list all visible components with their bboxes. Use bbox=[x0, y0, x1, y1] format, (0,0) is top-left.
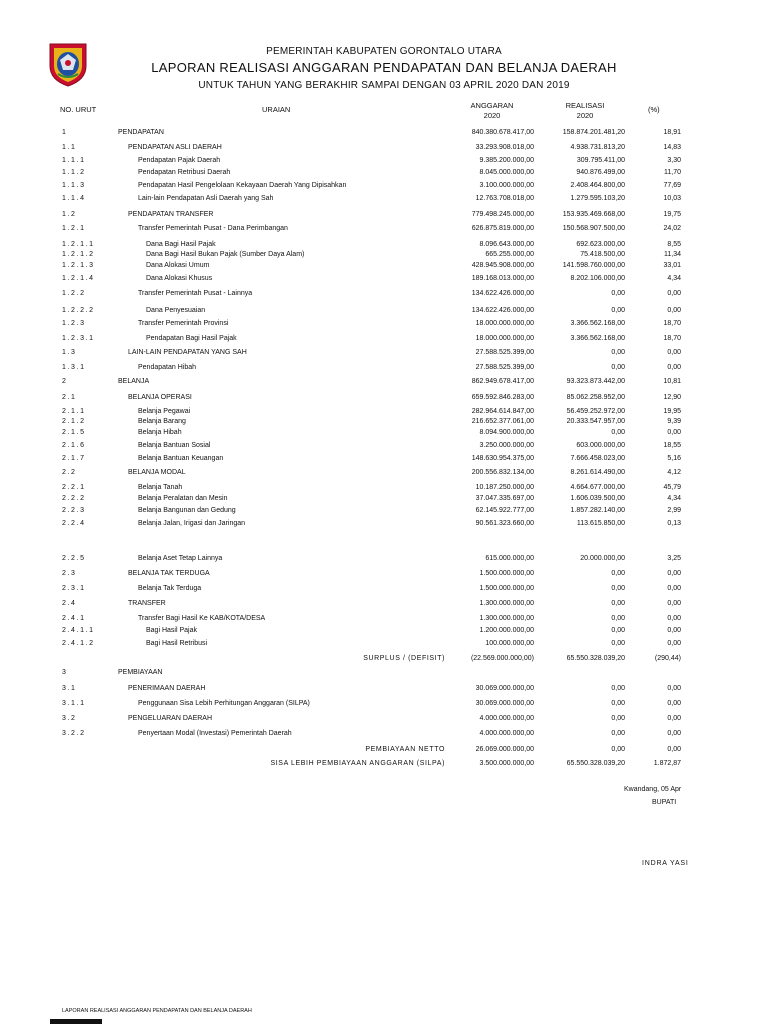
row-percent: 0,00 bbox=[667, 429, 681, 436]
row-realisasi: 7.666.458.023,00 bbox=[570, 455, 625, 462]
row-description: Pendapatan Retribusi Daerah bbox=[138, 169, 231, 176]
row-description: Pendapatan Bagi Hasil Pajak bbox=[146, 335, 237, 342]
row-description: PENDAPATAN bbox=[118, 129, 164, 136]
table-row bbox=[0, 377, 768, 387]
row-anggaran: 33.293.908.018,00 bbox=[475, 144, 534, 151]
row-percent: 1.872,87 bbox=[653, 760, 681, 767]
row-number: 3 bbox=[62, 669, 68, 676]
row-description: Belanja Tanah bbox=[138, 484, 183, 491]
row-percent: 0,00 bbox=[667, 585, 681, 592]
row-realisasi: 1.606.039.500,00 bbox=[570, 495, 625, 502]
row-anggaran: 134.622.426.000,00 bbox=[471, 307, 534, 314]
row-percent: 0,00 bbox=[667, 615, 681, 622]
row-description: Belanja Bangunan dan Gedung bbox=[138, 507, 236, 514]
table-row bbox=[0, 334, 768, 344]
row-description: BELANJA TAK TERDUGA bbox=[128, 570, 210, 577]
row-anggaran: (22.569.000.000,00) bbox=[470, 655, 534, 662]
row-anggaran: 12.763.708.018,00 bbox=[475, 195, 534, 202]
row-description: PEMBIAYAAN NETTO bbox=[365, 746, 445, 753]
row-description: Bagi Hasil Retribusi bbox=[146, 640, 208, 647]
row-description: Bagi Hasil Pajak bbox=[146, 627, 197, 634]
row-realisasi: 1.279.595.103,20 bbox=[570, 195, 625, 202]
row-number: 1.2.2.2 bbox=[62, 307, 95, 314]
row-anggaran: 30.069.000.000,00 bbox=[475, 685, 534, 692]
column-header-anggaran-year: 2020 bbox=[483, 111, 501, 120]
row-description: Dana Alokasi Khusus bbox=[146, 275, 213, 282]
row-percent: 0,13 bbox=[667, 520, 681, 527]
row-anggaran: 1.200.000.000,00 bbox=[479, 627, 534, 634]
table-row bbox=[0, 483, 768, 493]
row-anggaran: 30.069.000.000,00 bbox=[475, 700, 534, 707]
table-row bbox=[0, 714, 768, 724]
row-description: BELANJA MODAL bbox=[128, 469, 186, 476]
row-number: 3.2.2 bbox=[62, 730, 86, 737]
row-percent: 9,39 bbox=[667, 418, 681, 425]
row-realisasi: 0,00 bbox=[611, 615, 625, 622]
table-row bbox=[0, 348, 768, 358]
row-anggaran: 200.556.832.134,00 bbox=[471, 469, 534, 476]
row-realisasi: 0,00 bbox=[611, 364, 625, 371]
row-percent: 0,00 bbox=[667, 570, 681, 577]
row-description: Pendapatan Hasil Pengelolaan Kekayaan Daerah Yang Dipisahkan bbox=[138, 182, 347, 189]
row-number: 1.2.1.2 bbox=[62, 251, 95, 258]
row-anggaran: 9.385.200.000,00 bbox=[479, 157, 534, 164]
row-anggaran: 10.187.250.000,00 bbox=[475, 484, 534, 491]
table-row bbox=[0, 699, 768, 709]
row-anggaran: 216.652.377.061,00 bbox=[471, 418, 534, 425]
row-percent: 12,90 bbox=[663, 394, 681, 401]
row-number: 2.1 bbox=[62, 394, 77, 401]
table-row bbox=[0, 274, 768, 284]
row-description: Belanja Aset Tetap Lainnya bbox=[138, 555, 223, 562]
row-anggaran: 134.622.426.000,00 bbox=[471, 290, 534, 297]
row-percent: 0,00 bbox=[667, 364, 681, 371]
row-number: 3.1.1 bbox=[62, 700, 86, 707]
table-row bbox=[0, 668, 768, 678]
row-percent: 4,34 bbox=[667, 275, 681, 282]
row-number: 1.1.3 bbox=[62, 182, 86, 189]
row-realisasi: 940.876.499,00 bbox=[576, 169, 625, 176]
row-realisasi: 0,00 bbox=[611, 715, 625, 722]
row-anggaran: 428.945.908.000,00 bbox=[471, 262, 534, 269]
row-number: 2.2.5 bbox=[62, 555, 86, 562]
row-number: 1.1.4 bbox=[62, 195, 86, 202]
row-number: 1.2.3 bbox=[62, 320, 86, 327]
table-row bbox=[0, 128, 768, 138]
row-anggaran: 18.000.000.000,00 bbox=[475, 320, 534, 327]
row-description: Belanja Jalan, Irigasi dan Jaringan bbox=[138, 520, 246, 527]
row-description: Transfer Bagi Hasil Ke KAB/KOTA/DESA bbox=[138, 615, 266, 622]
row-anggaran: 90.561.323.660,00 bbox=[475, 520, 534, 527]
row-realisasi: 0,00 bbox=[611, 429, 625, 436]
row-anggaran: 1.500.000.000,00 bbox=[479, 570, 534, 577]
row-description: PEMBIAYAAN bbox=[118, 669, 163, 676]
row-realisasi: 153.935.469.668,00 bbox=[562, 211, 625, 218]
table-row bbox=[0, 626, 768, 636]
row-anggaran: 62.145.922.777,00 bbox=[475, 507, 534, 514]
row-anggaran: 665.255.000,00 bbox=[485, 251, 534, 258]
row-number: 2 bbox=[62, 378, 68, 385]
signature-name: INDRA YASI bbox=[642, 860, 689, 867]
row-anggaran: 4.000.000.000,00 bbox=[479, 730, 534, 737]
row-description: Belanja Pegawai bbox=[138, 408, 191, 415]
table-row bbox=[0, 428, 768, 438]
row-description: Belanja Tak Terduga bbox=[138, 585, 202, 592]
row-percent: 0,00 bbox=[667, 290, 681, 297]
row-number: 2.4.1.1 bbox=[62, 627, 95, 634]
row-description: Dana Bagi Hasil Pajak bbox=[146, 241, 216, 248]
row-realisasi: 20.000.000,00 bbox=[580, 555, 625, 562]
column-header-uraian: URAIAN bbox=[262, 105, 291, 114]
row-number: 1.3 bbox=[62, 349, 77, 356]
row-description: Transfer Pemerintah Pusat - Dana Perimbangan bbox=[138, 225, 288, 232]
row-number: 1.1 bbox=[62, 144, 77, 151]
table-row bbox=[0, 745, 768, 755]
table-row bbox=[0, 224, 768, 234]
row-anggaran: 37.047.335.697,00 bbox=[475, 495, 534, 502]
row-anggaran: 27.588.525.399,00 bbox=[475, 349, 534, 356]
row-realisasi: 0,00 bbox=[611, 570, 625, 577]
row-number: 1.2.1.1 bbox=[62, 241, 95, 248]
row-description: PENDAPATAN ASLI DAERAH bbox=[128, 144, 222, 151]
row-description: Dana Penyesuaian bbox=[146, 307, 206, 314]
row-description: PENERIMAAN DAERAH bbox=[128, 685, 206, 692]
row-number: 1.1.1 bbox=[62, 157, 86, 164]
row-realisasi: 65.550.328.039,20 bbox=[566, 655, 625, 662]
row-description: Belanja Bantuan Keuangan bbox=[138, 455, 224, 462]
table-row bbox=[0, 729, 768, 739]
row-number: 1.2.3.1 bbox=[62, 335, 95, 342]
row-description: Dana Alokasi Umum bbox=[146, 262, 210, 269]
row-realisasi: 3.366.562.168,00 bbox=[570, 320, 625, 327]
row-percent: 0,00 bbox=[667, 640, 681, 647]
row-anggaran: 3.100.000.000,00 bbox=[479, 182, 534, 189]
row-anggaran: 18.000.000.000,00 bbox=[475, 335, 534, 342]
row-percent: 0,00 bbox=[667, 307, 681, 314]
row-percent: 18,55 bbox=[663, 442, 681, 449]
row-percent: 0,00 bbox=[667, 715, 681, 722]
signature-title: BUPATI bbox=[652, 799, 677, 806]
table-row bbox=[0, 506, 768, 516]
row-percent: 19,95 bbox=[663, 408, 681, 415]
column-header-anggaran: ANGGARAN bbox=[470, 101, 514, 110]
row-realisasi: 158.874.201.481,20 bbox=[562, 129, 625, 136]
row-anggaran: 189.168.013.000,00 bbox=[471, 275, 534, 282]
row-anggaran: 148.630.954.375,00 bbox=[471, 455, 534, 462]
signature-place-date: Kwandang, 05 Apr bbox=[624, 786, 682, 793]
table-row bbox=[0, 654, 768, 664]
row-realisasi: 0,00 bbox=[611, 627, 625, 634]
row-number: 2.3.1 bbox=[62, 585, 86, 592]
row-percent: 0,00 bbox=[667, 627, 681, 634]
row-percent: 0,00 bbox=[667, 746, 681, 753]
table-row bbox=[0, 454, 768, 464]
table-row bbox=[0, 240, 768, 250]
row-realisasi: 113.615.850,00 bbox=[576, 520, 625, 527]
row-percent: 3,25 bbox=[667, 555, 681, 562]
row-anggaran: 615.000.000,00 bbox=[485, 555, 534, 562]
row-description: Pendapatan Hibah bbox=[138, 364, 196, 371]
row-realisasi: 692.623.000,00 bbox=[576, 241, 625, 248]
row-anggaran: 8.094.900.000,00 bbox=[479, 429, 534, 436]
row-realisasi: 0,00 bbox=[611, 746, 625, 753]
row-percent: 33,01 bbox=[663, 262, 681, 269]
table-row bbox=[0, 319, 768, 329]
row-description: LAIN-LAIN PENDAPATAN YANG SAH bbox=[128, 349, 247, 356]
row-anggaran: 3.500.000.000,00 bbox=[479, 760, 534, 767]
table-row bbox=[0, 639, 768, 649]
row-percent: 0,00 bbox=[667, 700, 681, 707]
row-number: 1.2 bbox=[62, 211, 77, 218]
report-title: LAPORAN REALISASI ANGGARAN PENDAPATAN DAN BELANJA DAERAH bbox=[151, 60, 617, 75]
row-anggaran: 100.000.000,00 bbox=[485, 640, 534, 647]
table-row bbox=[0, 250, 768, 260]
row-number: 2.2.2 bbox=[62, 495, 86, 502]
table-row bbox=[0, 194, 768, 204]
report-period: UNTUK TAHUN YANG BERAKHIR SAMPAI DENGAN 03 APRIL 2020 DAN 2019 bbox=[198, 80, 570, 91]
row-description: BELANJA bbox=[118, 378, 150, 385]
row-percent: 4,34 bbox=[667, 495, 681, 502]
table-row bbox=[0, 363, 768, 373]
table-row bbox=[0, 156, 768, 166]
table-row bbox=[0, 684, 768, 694]
row-realisasi: 0,00 bbox=[611, 585, 625, 592]
row-description: Belanja Bantuan Sosial bbox=[138, 442, 211, 449]
row-realisasi: 0,00 bbox=[611, 600, 625, 607]
row-description: Lain-lain Pendapatan Asli Daerah yang Sah bbox=[138, 195, 274, 202]
row-realisasi: 141.598.760.000,00 bbox=[562, 262, 625, 269]
table-row bbox=[0, 407, 768, 417]
row-number: 2.2 bbox=[62, 469, 77, 476]
row-number: 2.4.1 bbox=[62, 615, 86, 622]
row-percent: 18,70 bbox=[663, 335, 681, 342]
row-percent: 18,70 bbox=[663, 320, 681, 327]
row-percent: 11,70 bbox=[664, 169, 681, 176]
table-row bbox=[0, 599, 768, 609]
table-row bbox=[0, 494, 768, 504]
row-number: 1.3.1 bbox=[62, 364, 86, 371]
row-number: 2.1.1 bbox=[62, 408, 86, 415]
row-realisasi: 4.938.731.813,20 bbox=[570, 144, 625, 151]
row-number: 2.1.5 bbox=[62, 429, 86, 436]
row-description: Pendapatan Pajak Daerah bbox=[138, 157, 221, 164]
row-percent: 0,00 bbox=[667, 730, 681, 737]
column-header-percent: (%) bbox=[648, 105, 660, 114]
row-number: 1.2.2 bbox=[62, 290, 86, 297]
table-row bbox=[0, 569, 768, 579]
row-realisasi: 3.366.562.168,00 bbox=[570, 335, 625, 342]
row-realisasi: 0,00 bbox=[611, 349, 625, 356]
table-row bbox=[0, 289, 768, 299]
table-row bbox=[0, 584, 768, 594]
column-header-realisasi: REALISASI bbox=[565, 101, 605, 110]
page-footer-text: LAPORAN REALISASI ANGGARAN PENDAPATAN DAN BELANJA DAERAH bbox=[62, 1008, 252, 1014]
row-realisasi: 75.418.500,00 bbox=[580, 251, 625, 258]
row-percent: 14,83 bbox=[663, 144, 681, 151]
row-realisasi: 4.664.677.000,00 bbox=[570, 484, 625, 491]
table-row bbox=[0, 441, 768, 451]
row-description: Penyertaan Modal (Investasi) Pemerintah Daerah bbox=[138, 730, 292, 737]
row-realisasi: 603.000.000,00 bbox=[576, 442, 625, 449]
row-number: 2.1.7 bbox=[62, 455, 86, 462]
row-description: BELANJA OPERASI bbox=[128, 394, 192, 401]
table-row bbox=[0, 614, 768, 624]
row-number: 2.2.4 bbox=[62, 520, 86, 527]
row-anggaran: 779.498.245.000,00 bbox=[471, 211, 534, 218]
row-description: PENDAPATAN TRANSFER bbox=[128, 211, 214, 218]
row-percent: 24,02 bbox=[663, 225, 681, 232]
row-percent: (290,44) bbox=[654, 655, 681, 662]
table-row bbox=[0, 759, 768, 769]
row-percent: 10,03 bbox=[663, 195, 681, 202]
row-description: Dana Bagi Hasil Bukan Pajak (Sumber Daya Alam) bbox=[146, 251, 305, 258]
table-row bbox=[0, 519, 768, 529]
row-realisasi: 0,00 bbox=[611, 307, 625, 314]
row-number: 1.2.1.3 bbox=[62, 262, 95, 269]
row-number: 1.1.2 bbox=[62, 169, 86, 176]
row-anggaran: 4.000.000.000,00 bbox=[479, 715, 534, 722]
row-realisasi: 309.795.411,00 bbox=[576, 157, 625, 164]
row-realisasi: 0,00 bbox=[611, 685, 625, 692]
row-percent: 5,16 bbox=[667, 455, 681, 462]
row-description: Belanja Hibah bbox=[138, 429, 182, 436]
row-percent: 10,81 bbox=[663, 378, 681, 385]
row-realisasi: 2.408.464.800,00 bbox=[570, 182, 625, 189]
table-row bbox=[0, 181, 768, 191]
row-realisasi: 93.323.873.442,00 bbox=[566, 378, 625, 385]
row-anggaran: 1.500.000.000,00 bbox=[479, 585, 534, 592]
column-header-no: NO. URUT bbox=[60, 105, 97, 114]
row-number: 2.2.3 bbox=[62, 507, 86, 514]
row-percent: 3,30 bbox=[667, 157, 681, 164]
row-anggaran: 8.045.000.000,00 bbox=[479, 169, 534, 176]
row-percent: 4,12 bbox=[667, 469, 681, 476]
row-realisasi: 20.333.547.957,00 bbox=[566, 418, 625, 425]
row-anggaran: 840.380.678.417,00 bbox=[471, 129, 534, 136]
row-percent: 0,00 bbox=[667, 600, 681, 607]
row-number: 3.1 bbox=[62, 685, 77, 692]
column-header-realisasi-year: 2020 bbox=[576, 111, 594, 120]
row-anggaran: 26.069.000.000,00 bbox=[475, 746, 534, 753]
row-anggaran: 1.300.000.000,00 bbox=[479, 615, 534, 622]
row-number: 2.1.6 bbox=[62, 442, 86, 449]
row-percent: 18,91 bbox=[663, 129, 681, 136]
row-description: SURPLUS / (DEFISIT) bbox=[363, 655, 445, 662]
row-realisasi: 0,00 bbox=[611, 640, 625, 647]
row-number: 1.2.1 bbox=[62, 225, 86, 232]
row-description: Transfer Pemerintah Provinsi bbox=[138, 320, 229, 327]
row-percent: 0,00 bbox=[667, 685, 681, 692]
row-anggaran: 3.250.000.000,00 bbox=[479, 442, 534, 449]
row-description: Belanja Peralatan dan Mesin bbox=[138, 495, 228, 502]
row-realisasi: 56.459.252.972,00 bbox=[566, 408, 625, 415]
row-percent: 0,00 bbox=[667, 349, 681, 356]
row-realisasi: 0,00 bbox=[611, 700, 625, 707]
row-anggaran: 27.588.525.399,00 bbox=[475, 364, 534, 371]
row-percent: 8,55 bbox=[667, 241, 681, 248]
table-row bbox=[0, 306, 768, 316]
row-anggaran: 626.875.819.000,00 bbox=[471, 225, 534, 232]
row-percent: 11,34 bbox=[664, 251, 681, 258]
row-realisasi: 8.202.106.000,00 bbox=[570, 275, 625, 282]
row-anggaran: 282.964.614.847,00 bbox=[471, 408, 534, 415]
table-row bbox=[0, 393, 768, 403]
table-row bbox=[0, 261, 768, 271]
row-anggaran: 659.592.846.283,00 bbox=[471, 394, 534, 401]
row-percent: 2,99 bbox=[667, 507, 681, 514]
table-row bbox=[0, 143, 768, 153]
row-realisasi: 0,00 bbox=[611, 730, 625, 737]
row-anggaran: 1.300.000.000,00 bbox=[479, 600, 534, 607]
row-realisasi: 0,00 bbox=[611, 290, 625, 297]
row-number: 2.4.1.2 bbox=[62, 640, 95, 647]
row-percent: 45,79 bbox=[663, 484, 681, 491]
row-number: 2.3 bbox=[62, 570, 77, 577]
row-description: TRANSFER bbox=[128, 600, 166, 607]
row-number: 1.2.1.4 bbox=[62, 275, 95, 282]
government-name: PEMERINTAH KABUPATEN GORONTALO UTARA bbox=[266, 46, 502, 57]
footer-bar bbox=[50, 1019, 102, 1024]
row-anggaran: 8.096.643.000,00 bbox=[479, 241, 534, 248]
row-description: Penggunaan Sisa Lebih Perhitungan Anggaran (SILPA) bbox=[138, 700, 310, 707]
row-description: Transfer Pemerintah Pusat - Lainnya bbox=[138, 290, 253, 297]
table-row bbox=[0, 554, 768, 564]
row-realisasi: 85.062.258.952,00 bbox=[566, 394, 625, 401]
row-realisasi: 150.568.907.500,00 bbox=[562, 225, 625, 232]
row-realisasi: 65.550.328.039,20 bbox=[566, 760, 625, 767]
row-number: 2.4 bbox=[62, 600, 77, 607]
table-row bbox=[0, 210, 768, 220]
row-anggaran: 862.949.678.417,00 bbox=[471, 378, 534, 385]
row-percent: 19,75 bbox=[663, 211, 681, 218]
row-description: SISA LEBIH PEMBIAYAAN ANGGARAN (SILPA) bbox=[270, 760, 445, 767]
row-number: 2.1.2 bbox=[62, 418, 86, 425]
table-row bbox=[0, 417, 768, 427]
row-realisasi: 8.261.614.490,00 bbox=[570, 469, 625, 476]
row-percent: 77,69 bbox=[663, 182, 681, 189]
table-row bbox=[0, 468, 768, 478]
table-row bbox=[0, 168, 768, 178]
row-number: 2.2.1 bbox=[62, 484, 86, 491]
row-number: 3.2 bbox=[62, 715, 77, 722]
row-description: PENGELUARAN DAERAH bbox=[128, 715, 213, 722]
row-number: 1 bbox=[62, 129, 68, 136]
row-description: Belanja Barang bbox=[138, 418, 186, 425]
row-realisasi: 1.857.282.140,00 bbox=[570, 507, 625, 514]
